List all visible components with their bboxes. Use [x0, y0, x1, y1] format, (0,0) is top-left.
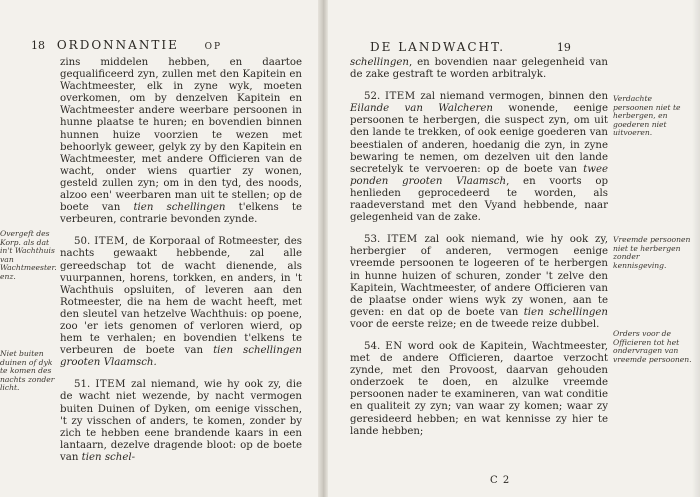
article-51: 51. ITEM zal niemand, wie hy ook zy, die de wacht niet wezende, by nacht vermogen buiten Duinen of Dyken, om eenige visschen, 't zy visschen of anders, te komen, zonder by zich te hebben eene brandende kaars in een lantaarn, dezelve dragende bloot: op de boete van tien schel-: [60, 379, 302, 463]
left-running-header: [31, 38, 222, 54]
left-page-number: 18: [31, 39, 45, 52]
left-body-text: [60, 57, 302, 464]
article-52: 52. ITEM zal niemand vermogen, binnen den Eilande van Walcheren wonende, eenige persoonen te herbergen, die suspect zyn, om uit den lande te trekken, of ook eenige goederen van beestialen of anderen, hoedanig die zyn, in zyne bewaring te nemen, om dezelven uit den lande secretelyk te vervoeren: op de boete van twee ponden grooten Vlaamsch, en voorts op henlieden geprocedeerd te worden, als raadeverstand met den Vyand hebbende, naar gelegenheid van de zake.: [350, 91, 609, 224]
margin-note-53: Vreemde persoonen niet te herbergen zonder kennisgeving.: [613, 235, 691, 270]
right-header-title: DE LANDWACHT.: [370, 40, 506, 54]
left-header-title: ORDONNANTIE: [56, 38, 179, 52]
left-page: [0, 0, 318, 497]
article-54: 54. EN word ook de Kapitein, Wachtmeester, met de andere Officieren, daartoe verzocht zynde, met den Provoost, daarvan gehouden onderzoek te doen, en alzulke vreemde persoonen nader te examineren, van wat conditie en qualiteit zy zyn; van waar zy komen; waar zy geresideerd hebben; en wat kennisse zy hier te lande hebben;: [350, 340, 608, 437]
margin-note-51: Niet buiten duinen of dyk te komen des nachts zonder licht.: [0, 349, 55, 393]
book-gutter: [318, 0, 328, 497]
article-50: 50. ITEM, de Korporaal of Rotmeester, des nachts gewaakt hebbende, zal alle gereedschap tot de wacht dienende, als vuurpannen, horens, torkken, en anders, in 't Wachthuis opsluiten, of leveren aan den Rotmeester, die na hem de wacht heeft, met den sleutel van hetzelve Wachthuis: op poene, zoo 'er iets genomen of verloren wierd, op hem te verhalen; en bovendien t'elkens te verbeuren de boete van tien schellingen grooten Vlaamsch.: [60, 236, 302, 369]
margin-note-52: Verdachte persoonen niet te herbergen, en goederen niet uitvoeren.: [613, 94, 681, 138]
right-page-number: 19: [556, 41, 571, 54]
margin-note-50: Overgeft des Korp. als dat in't Wachthuis van Wachtmeester. enz.: [0, 229, 57, 281]
right-running-header: [370, 40, 571, 55]
paragraph-continued: zins middelen hebben, en daartoe gequalificeerd zyn, zullen met den Kapitein en Wachtmeester, elk in zyne wyk, moeten overkomen, om by denzelven Kapitein en Wachtmeester andere weerbare persoonen in hunne plaatse te huren; en bovendien binnen hunnen huize voorzien te wezen met behoorlyk geweer, gelyk zy by den Kapitein en Wachtmeester, met andere Officieren van de wacht, onder wiens quartier zy wonen, gesteld zullen zyn; om in den tyd, des noods, alzoo een' weerbaren man uit te stellen; op de boete van tien schellingen t'elkens te verbeuren, contrarie bevonden zynde.: [60, 57, 302, 226]
margin-note-54: Orders voor de Officieren tot het ondervragen van vreemde persoonen.: [613, 329, 692, 364]
left-header-word: OP: [204, 42, 223, 52]
paragraph-continued-right: schellingen, en bovendien naar gelegenheid van de zake gestraft te worden arbitralyk.: [350, 57, 608, 81]
article-53: 53. ITEM zal ook niemand, wie hy ook zy, herbergier of anderen, vermogen eenige vreemde persoonen te logeeren of te herbergen in hunne huizen of schuren, zonder 't zelve den Kapitein, Wachtmeester, of andere Officieren van de plaatse onder wiens wyk zy wonen, aan te geven: en dat op de boete van tien schellingen voor de eerste reize; en de tweede reize dubbel.: [350, 234, 608, 330]
right-body-text: [350, 57, 608, 438]
signature-mark: C 2: [490, 475, 511, 486]
right-page: [328, 0, 700, 497]
